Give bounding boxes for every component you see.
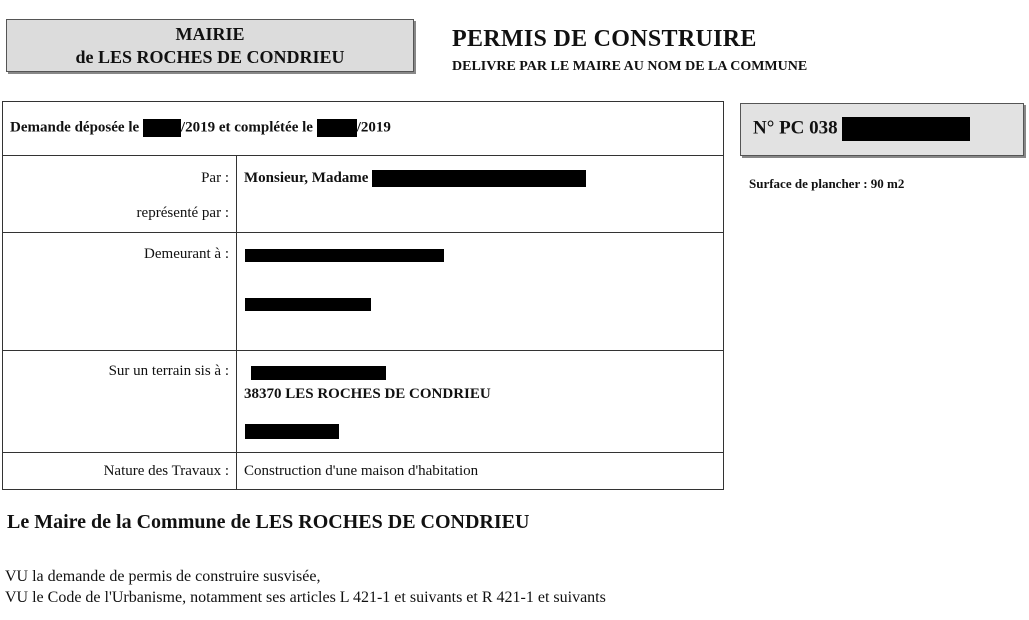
mairie-label: MAIRIE xyxy=(175,24,245,44)
table-divider xyxy=(3,155,723,156)
redacted-address-line xyxy=(245,298,371,311)
terrain-commune: 38370 LES ROCHES DE CONDRIEU xyxy=(244,386,491,402)
redacted-name xyxy=(372,170,586,187)
terrain-label: Sur un terrain sis à : xyxy=(108,363,229,379)
redacted-terrain-street xyxy=(251,366,386,380)
demande-date2-suffix: /2019 xyxy=(356,119,391,136)
par-label: Par : xyxy=(201,170,229,186)
demeurant-label: Demeurant à : xyxy=(144,246,229,262)
par-value xyxy=(244,170,586,187)
redacted-date xyxy=(143,119,181,137)
commune-name: de LES ROCHES DE CONDRIEU xyxy=(75,47,345,67)
nature-label: Nature des Travaux : xyxy=(103,463,229,479)
mairie-header-box xyxy=(6,19,414,72)
vu-line: VU la demande de permis de construire susvisée, xyxy=(5,568,321,585)
redacted-terrain-parcel xyxy=(245,424,339,439)
par-name-prefix: Monsieur, Madame xyxy=(244,170,369,186)
label-column-divider xyxy=(236,155,237,490)
document-subtitle: DELIVRE PAR LE MAIRE AU NOM DE LA COMMUNE xyxy=(452,59,808,74)
maire-heading: Le Maire de la Commune de LES ROCHES DE CONDRIEU xyxy=(7,511,530,533)
demande-row xyxy=(10,119,391,137)
table-divider xyxy=(3,350,723,351)
redacted-address-line xyxy=(245,249,444,262)
represente-label: représenté par : xyxy=(136,205,229,221)
vu-line: VU le Code de l'Urbanisme, notamment ses articles L 421-1 et suivants et R 421-1 et suivants xyxy=(5,589,606,606)
surface-plancher: Surface de plancher : 90 m2 xyxy=(749,176,905,191)
application-table xyxy=(2,101,724,490)
document-title: PERMIS DE CONSTRUIRE xyxy=(452,26,757,52)
table-divider xyxy=(3,232,723,233)
permit-number-prefix: N° PC 038 xyxy=(753,117,838,139)
demande-prefix: Demande déposée le xyxy=(10,119,140,136)
redacted-permit-number xyxy=(842,117,970,141)
permit-number-box xyxy=(740,103,1024,156)
demande-date1-suffix: /2019 et complétée le xyxy=(180,119,313,136)
redacted-date xyxy=(317,119,357,137)
nature-value: Construction d'une maison d'habitation xyxy=(244,463,479,479)
table-divider xyxy=(3,452,723,453)
